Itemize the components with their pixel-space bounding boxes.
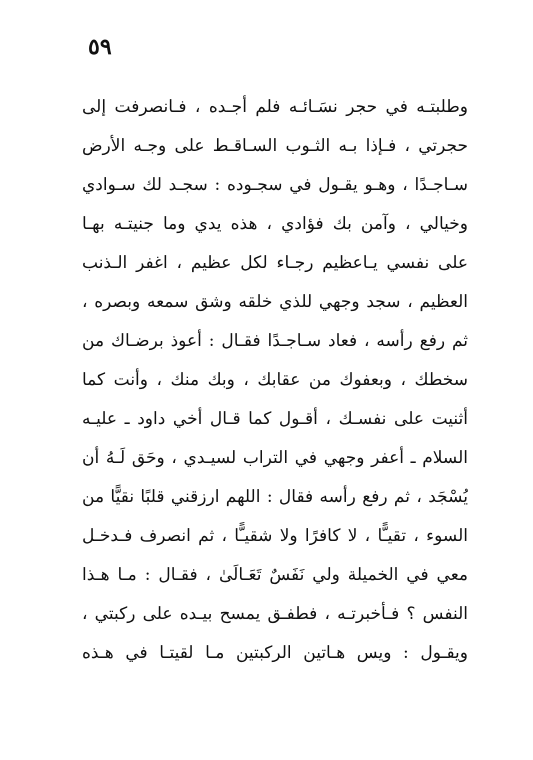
text-line: السوء ، تقيـًّا ، لا كافرًا ولا شقيـًّا ، ثم انصرف فـدخـل xyxy=(82,526,468,546)
text-line: على نفسي يـاعظيم رجـاء لكل عظيم ، اغفر الـذنب xyxy=(82,253,468,273)
page-number: ٥٩ xyxy=(88,34,112,60)
text-line: يُسْجَد ، ثم رفع رأسه فقال : اللهم ارزقني قلبًا نقيًّا من xyxy=(82,487,468,507)
text-line: السلام ـ أعفر وجهي في التراب لسيـدي ، وحَق لَـهُ أن xyxy=(82,448,468,468)
body-text xyxy=(82,88,468,673)
text-line: أثنيت على نفسـك ، أقـول كما قـال أخي داود ـ عليـه xyxy=(82,409,468,429)
text-line: سخطك ، وبعفوك من عقابك ، وبك منك ، وأنت كما xyxy=(82,370,468,390)
text-line: معي في الخميلة ولي نَفَسٌ تَعَـالَىٰ ، فقـال : مـا هـذا xyxy=(82,565,468,585)
text-line: وطلبتـه في حجر نسَـائـه فلم أجـده ، فـانصرفت إلى xyxy=(82,97,468,117)
text-line: ويقـول : ويس هـاتين الركبتين مـا لقيتـا في هـذه xyxy=(82,643,468,663)
text-line: سـاجـدًا ، وهـو يقـول في سجـوده : سجـد لك سـوادي xyxy=(82,175,468,195)
text-line: العظيم ، سجد وجهي للذي خلقه وشق سمعه وبصره ، xyxy=(82,292,468,312)
text-line: النفس ؟ فـأخبرتـه ، فطفـق يمسح بيـده على ركبتي ، xyxy=(82,604,468,624)
text-line: ثم رفع رأسه ، فعاد سـاجـدًا فقـال : أعوذ برضـاك من xyxy=(82,331,468,351)
text-line: وخيالي ، وآمن بك فؤادي ، هذه يدي وما جنيتـه بهـا xyxy=(82,214,468,234)
text-line: حجرتي ، فـإذا بـه الثـوب السـاقـط على وجـه الأرض xyxy=(82,136,468,156)
